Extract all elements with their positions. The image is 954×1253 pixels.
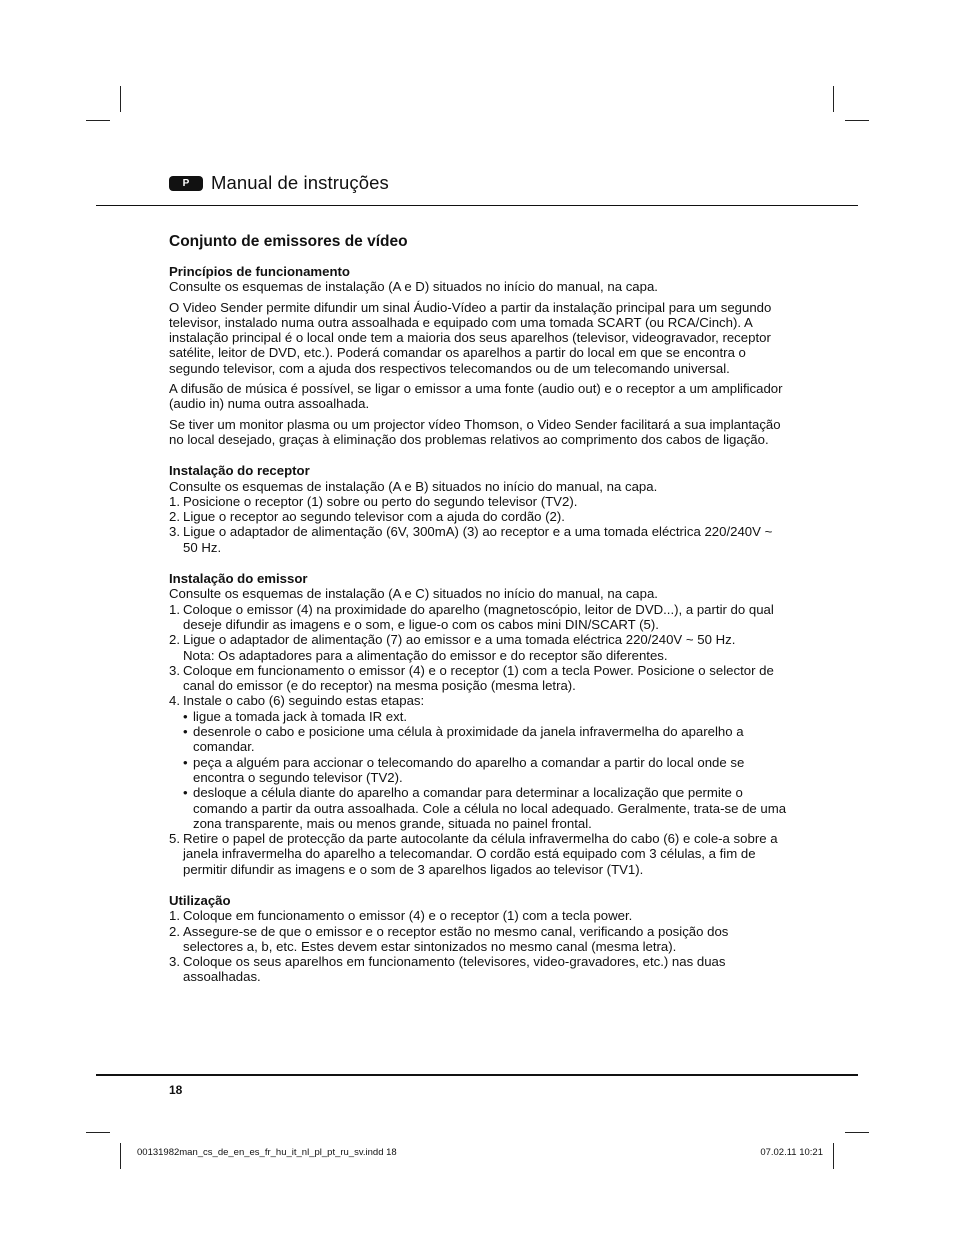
step-text: Ligue o adaptador de alimentação (7) ao emissor e a uma tomada eléctrica 220/240V ~ 50 Hz.: [183, 632, 736, 648]
list-item: [169, 693, 789, 831]
step-number: 3.: [169, 662, 180, 678]
main-content: [169, 232, 789, 1001]
paragraph: Consulte os esquemas de instalação (A e D) situados no início do manual, na capa.: [169, 279, 658, 295]
section-receiver: [169, 463, 789, 555]
step-number: 5.: [169, 831, 180, 847]
bullet-text: desenrole o cabo e posicione uma célula à proximidade da janela infravermelha do aparelho a comandar.: [193, 724, 744, 755]
header-divider: [96, 205, 858, 206]
list-item: [169, 524, 789, 555]
list-item: [169, 831, 789, 877]
bullet-icon: •: [183, 724, 188, 740]
crop-mark: [86, 1132, 110, 1133]
crop-mark: [845, 1132, 869, 1133]
bullet-item: [183, 755, 789, 786]
section-heading: Princípios de funcionamento: [169, 264, 350, 279]
footer-divider: [96, 1074, 858, 1076]
bullet-icon: •: [183, 785, 188, 801]
step-list: [169, 602, 789, 877]
crop-mark: [120, 86, 121, 112]
step-number: 1.: [169, 493, 180, 509]
step-number: 3.: [169, 524, 180, 540]
section-usage: [169, 893, 789, 985]
page-number: 18: [169, 1083, 183, 1097]
list-item: [169, 509, 789, 524]
list-item: [169, 602, 789, 633]
list-item: [169, 908, 789, 923]
bullet-list: [183, 709, 789, 831]
step-text: Retire o papel de protecção da parte autocolante da célula infravermelha do cabo (6) e cole-a sobre a janela infravermelha do aparelho a telecomandar. O cordão está equipado com 3 células, a fim de permitir difundir as imagens e o som de 3 aparelhos ligados ao televisor (TV1).: [183, 831, 778, 877]
step-note: Nota: Os adaptadores para a alimentação do emissor e do receptor são diferentes.: [183, 647, 668, 663]
page-title: Conjunto de emissores de vídeo: [169, 233, 408, 250]
step-text: Assegure-se de que o emissor e o receptor estão no mesmo canal, verificando a posição dos selectores a, b, etc. Estes devem estar sintonizados no mesmo canal (mesma letra).: [183, 923, 729, 954]
section-intro: Consulte os esquemas de instalação (A e C) situados no início do manual, na capa.: [169, 586, 658, 602]
bullet-icon: •: [183, 708, 188, 724]
step-number: 4.: [169, 693, 180, 709]
step-text: Coloque o emissor (4) na proximidade do aparelho (magnetoscópio, leitor de DVD...), a partir do qual deseje difundir as imagens e o som, e ligue-o com os cabos mini DIN/SCART (5).: [183, 601, 774, 632]
section-intro: Consulte os esquemas de instalação (A e B) situados no início do manual, na capa.: [169, 478, 658, 494]
crop-mark: [833, 86, 834, 112]
bullet-text: ligue a tomada jack à tomada IR ext.: [193, 708, 408, 724]
step-text: Instale o cabo (6) seguindo estas etapas:: [183, 693, 425, 709]
header-title: Manual de instruções: [211, 172, 389, 193]
section-heading: Instalação do emissor: [169, 571, 308, 587]
step-text: Posicione o receptor (1) sobre ou perto do segundo televisor (TV2).: [183, 493, 578, 509]
step-number: 1.: [169, 601, 180, 617]
footer-timestamp: 07.02.11 10:21: [760, 1147, 823, 1158]
step-text: Ligue o receptor ao segundo televisor com a ajuda do cordão (2).: [183, 509, 565, 525]
bullet-item: [183, 709, 789, 724]
bullet-text: desloque a célula diante do aparelho a comandar para determinar a localização que permite o comando a partir da outra assoalhada. Cole a célula no local adequado. Geralmente, trata-se de uma zona transparente, mais ou menos grande, situada no painel frontal.: [193, 785, 787, 831]
crop-mark: [86, 120, 110, 121]
step-number: 1.: [169, 908, 180, 924]
bullet-icon: •: [183, 754, 188, 770]
section-emitter: [169, 571, 789, 877]
crop-mark: [120, 1143, 121, 1169]
step-list: [169, 494, 789, 555]
paragraph: A difusão de música é possível, se ligar o emissor a uma fonte (audio out) e o receptor a um amplificador (audio in) numa outra assoalhada.: [169, 381, 783, 412]
step-text: Coloque os seus aparelhos em funcionamento (televisores, video-gravadores, etc.) nas duas assoalhadas.: [183, 954, 726, 985]
language-badge: P: [169, 176, 203, 191]
step-number: 2.: [169, 509, 180, 525]
list-item: [169, 632, 789, 663]
section-heading: Instalação do receptor: [169, 463, 310, 479]
footer-filename: 00131982man_cs_de_en_es_fr_hu_it_nl_pl_pt_ru_sv.indd 18: [137, 1147, 397, 1158]
bullet-text: peça a alguém para accionar o telecomando do aparelho a comandar a partir do local onde se encontra o segundo televisor (TV2).: [193, 754, 745, 785]
step-number: 2.: [169, 632, 180, 648]
list-item: [169, 663, 789, 694]
crop-mark: [833, 1143, 834, 1169]
list-item: [169, 494, 789, 509]
page-header: [169, 172, 389, 194]
paragraph: O Video Sender permite difundir um sinal Áudio-Vídeo a partir da instalação principal para um segundo televisor, instalado numa outra assoalhada e equipado com uma tomada SCART (ou RCA/Cinch). A instalação principal é o local onde tem a maioria dos seus aparelhos (televisor, videogravador, receptor satélite, leitor de DVD, etc.). Poderá comandar os aparelhos a partir do local em que se encontra o segundo televisor, com a ajuda dos respectivos telecomandos ou de um telecomando universal.: [169, 299, 772, 376]
section-heading: Utilização: [169, 892, 231, 908]
list-item: [169, 924, 789, 955]
paragraph: Se tiver um monitor plasma ou um projector vídeo Thomson, o Video Sender facilitará a sua implantação no local desejado, graças à eliminação dos problemas relativos ao comprimento dos cabos de ligação.: [169, 416, 781, 447]
step-text: Coloque em funcionamento o emissor (4) e o receptor (1) com a tecla Power. Posicione o selector de canal do emissor (e do receptor) na mesma posição (mesma letra).: [183, 662, 774, 694]
step-number: 2.: [169, 923, 180, 939]
step-list: [169, 908, 789, 984]
list-item: [169, 954, 789, 985]
section-principles: [169, 264, 789, 447]
step-number: 3.: [169, 954, 180, 970]
step-text: Ligue o adaptador de alimentação (6V, 300mA) (3) ao receptor e a uma tomada eléctrica 220/240V ~ 50 Hz.: [183, 524, 773, 555]
bullet-item: [183, 724, 789, 755]
bullet-item: [183, 785, 789, 831]
crop-mark: [845, 120, 869, 121]
step-text: Coloque em funcionamento o emissor (4) e o receptor (1) com a tecla power.: [183, 908, 633, 924]
